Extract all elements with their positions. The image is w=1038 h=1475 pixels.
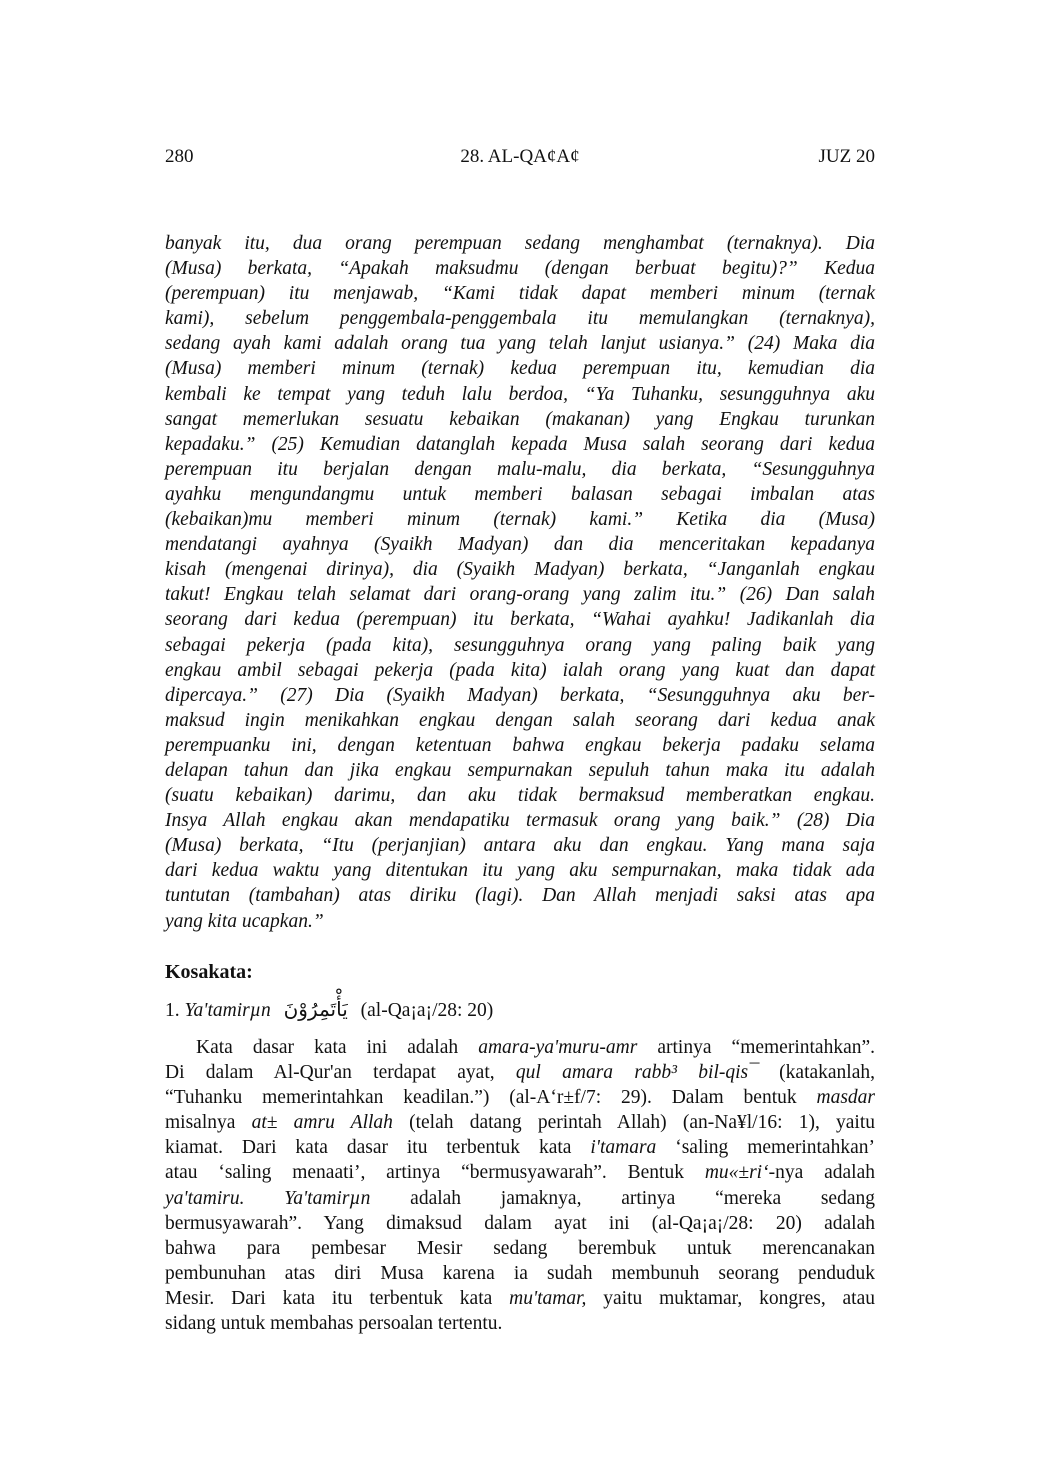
translation-line: (Musa) berkata, “Itu (perjanjian) antara aku dan engkau. Yang mana saja <box>165 835 875 857</box>
translation-line: delapan tahun dan jika engkau sempurnakan sepuluh tahun maka itu adalah <box>165 759 875 781</box>
explanation-line <box>165 1035 875 1060</box>
translation-line: tuntutan (tambahan) atas diriku (lagi). Dan Allah menjadi saksi atas apa <box>165 885 875 907</box>
translation-paragraph <box>165 231 875 934</box>
explanation-text: sidang untuk membahas persoalan tertentu. <box>165 1313 503 1335</box>
translation-line: seorang dari kedua (perempuan) itu berkata, “Wahai ayahku! Jadikanlah dia <box>165 609 875 631</box>
vocab-reference: (al-Qa¡a¡/28: 20) <box>360 1000 494 1021</box>
kosakata-heading: Kosakata: <box>165 961 253 983</box>
explanation-line <box>165 1286 875 1311</box>
translation-line: (kebaikan)mu memberi minum (ternak) kami.” Ketika dia (Musa) <box>165 509 875 531</box>
vocab-explanation <box>165 1035 875 1336</box>
translation-line: dari kedua waktu yang ditentukan itu yang aku sempurnakan, maka tidak ada <box>165 860 875 882</box>
explanation-text: pembunuhan atas diri Musa karena ia sudah membunuh seorang penduduk <box>165 1262 875 1284</box>
explanation-italic: i'tamara <box>590 1137 657 1159</box>
translation-line: dipercaya.” (27) Dia (Syaikh Madyan) berkata, “Sesungguhnya aku ber- <box>165 684 875 706</box>
translation-line: ayahku mengundangmu untuk memberi balasan sebagai imbalan atas <box>165 483 875 505</box>
explanation-text: (katakanlah, <box>757 1062 876 1084</box>
explanation-line <box>165 1261 875 1286</box>
translation-line: yang kita ucapkan.” <box>165 910 324 932</box>
translation-line: kami), sebelum penggembala-penggembala itu memulangkan (ternaknya), <box>165 308 875 330</box>
explanation-text: bahwa para pembesar Mesir sedang berembuk untuk merencanakan <box>165 1237 875 1259</box>
translation-line: sedang ayah kami adalah orang tua yang telah lanjut usianya.” (24) Maka dia <box>165 333 875 355</box>
translation-line: (Musa) memberi minum (ternak) kedua perempuan itu, kemudian dia <box>165 358 875 380</box>
explanation-italic: ya'tamiru. Ya'tamirµn <box>165 1187 371 1209</box>
translation-line: takut! Engkau telah selamat dari orang-orang yang zalim itu.” (26) Dan salah <box>165 584 875 606</box>
translation-line: Insya Allah engkau akan mendapatiku termasuk orang yang baik.” (28) Dia <box>165 810 875 832</box>
explanation-text: yaitu muktamar, kongres, atau <box>586 1287 876 1309</box>
translation-line: kembali ke tempat yang teduh lalu berdoa, “Ya Tuhanku, sesungguhnya aku <box>165 383 875 405</box>
explanation-italic: at± amru Allah <box>251 1112 393 1134</box>
explanation-italic: qul amara rabb³ bil-qis¯ <box>515 1062 758 1084</box>
explanation-line <box>165 1060 875 1085</box>
translation-line: perempuan itu berjalan dengan malu-malu, dia berkata, “Sesungguhnya <box>165 458 875 480</box>
explanation-line <box>165 1186 875 1211</box>
vocab-entry <box>165 996 875 1024</box>
surah-title: 28. AL-QA¢A¢ <box>460 146 580 167</box>
explanation-text: atau ‘saling menaati’, artinya “bermusyawarah”. Bentuk <box>165 1162 705 1184</box>
juz-label: JUZ 20 <box>818 146 875 167</box>
translation-line: kisah (mengenai dirinya), dia (Syaikh Madyan) berkata, “Janganlah engkau <box>165 559 875 581</box>
explanation-text: “Tuhanku memerintahkan keadilan.”) (al-A‘r±f/7: 29). Dalam bentuk <box>165 1087 817 1109</box>
explanation-italic: amara-ya'muru-amr <box>478 1037 638 1058</box>
explanation-line <box>165 1085 875 1110</box>
explanation-text: -nya adalah <box>768 1162 875 1184</box>
explanation-line <box>165 1236 875 1261</box>
translation-line: (Musa) berkata, “Apakah maksudmu (dengan berbuat begitu)?” Kedua <box>165 258 875 280</box>
translation-line: engkau ambil sebagai pekerja (pada kita) ialah orang yang kuat dan dapat <box>165 659 875 681</box>
vocab-term: Ya'tamirµn <box>184 1000 271 1021</box>
page-number: 280 <box>165 146 194 167</box>
explanation-text: Di dalam Al-Qur'an terdapat ayat, <box>165 1062 516 1084</box>
explanation-line <box>165 1110 875 1135</box>
explanation-text: artinya “memerintahkan”. <box>637 1037 876 1058</box>
explanation-text: bermusyawarah”. Yang dimaksud dalam ayat ini (al-Qa¡a¡/28: 20) adalah <box>165 1212 875 1234</box>
explanation-text: misalnya <box>165 1112 252 1134</box>
explanation-text: (telah datang perintah Allah) (an-Na¥l/16: 1), yaitu <box>392 1112 875 1134</box>
explanation-line <box>165 1211 875 1236</box>
translation-line: banyak itu, dua orang perempuan sedang menghambat (ternaknya). Dia <box>165 233 875 254</box>
translation-line: mendatangi ayahnya (Syaikh Madyan) dan dia menceritakan kepadanya <box>165 534 875 556</box>
explanation-text: Mesir. Dari kata itu terbentuk kata <box>165 1287 510 1309</box>
translation-line: sangat memerlukan sesuatu kebaikan (makanan) yang Engkau turunkan <box>165 408 875 430</box>
page-header <box>165 146 875 174</box>
translation-line: perempuanku ini, dengan ketentuan bahwa engkau bekerja padaku selama <box>165 734 875 756</box>
explanation-line <box>165 1160 875 1185</box>
translation-line: maksud ingin menikahkan engkau dengan salah seorang dari kedua anak <box>165 709 875 731</box>
explanation-text: Kata dasar kata ini adalah <box>196 1037 479 1058</box>
explanation-italic: mu'tamar, <box>509 1287 587 1309</box>
explanation-italic: mu«±ri‘ <box>704 1162 769 1184</box>
translation-line: sebagai pekerja (pada kita), sesungguhnya orang yang paling baik yang <box>165 634 875 656</box>
arabic-term: يَأْتَمِرُوْنَ <box>283 997 348 1021</box>
explanation-line <box>165 1311 875 1336</box>
translation-line: kepadaku.” (25) Kemudian datanglah kepada Musa salah seorang dari kedua <box>165 433 875 455</box>
translation-line: (suatu kebaikan) darimu, dan aku tidak bermaksud memberatkan engkau. <box>165 785 875 807</box>
translation-line: (perempuan) itu menjawab, “Kami tidak dapat memberi minum (ternak <box>165 283 875 305</box>
explanation-text: ‘saling memerintahkan’ <box>656 1137 875 1159</box>
explanation-italic: masdar <box>816 1087 875 1109</box>
explanation-line <box>165 1135 875 1160</box>
explanation-text: adalah jamaknya, artinya “mereka sedang <box>370 1187 875 1209</box>
explanation-text: kiamat. Dari kata dasar itu terbentuk kata <box>165 1137 591 1159</box>
entry-number: 1. <box>165 1000 180 1021</box>
